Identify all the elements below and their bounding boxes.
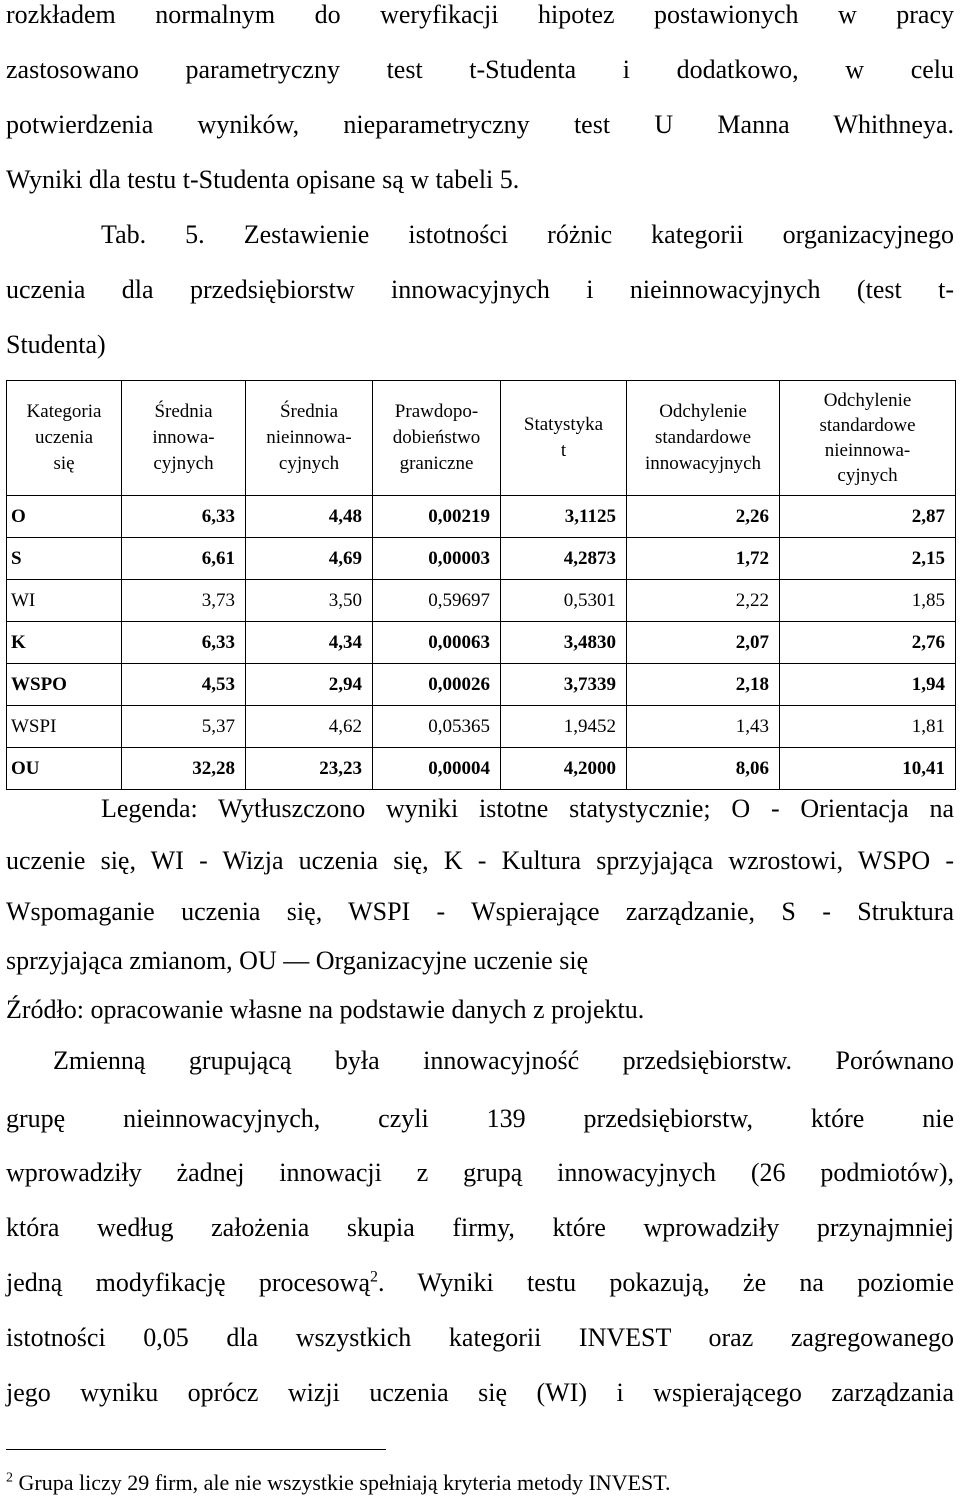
table-cell: 1,85 (780, 580, 956, 622)
table-cell: 4,48 (246, 496, 373, 538)
table-cell: 2,94 (246, 664, 373, 706)
table-cell: 6,33 (122, 496, 246, 538)
table-cell: 8,06 (627, 748, 780, 790)
table-cell: 32,28 (122, 748, 246, 790)
footnote-reference: 2 (370, 1268, 378, 1286)
legend-line-2: uczenie się, WI - Wizja uczenia się, K - Kultura sprzyjająca wzrostowi, WSPO - (6, 846, 954, 875)
table-cell: 2,18 (627, 664, 780, 706)
table-caption-line-1: Tab. 5. Zestawienie istotności różnic kategorii organizacyjnego (101, 220, 954, 249)
table-cell: 0,00003 (373, 538, 501, 580)
table-cell: 3,4830 (501, 622, 627, 664)
table-cell-category: WSPI (7, 706, 122, 748)
table-caption-line-3: Studenta) (6, 330, 106, 359)
table-row (7, 622, 956, 664)
table-cell: 10,41 (780, 748, 956, 790)
table-cell: 4,69 (246, 538, 373, 580)
table-cell: 4,53 (122, 664, 246, 706)
paragraph-line-6: istotności 0,05 dla wszystkich kategorii INVEST oraz zagregowanego (6, 1323, 954, 1352)
table-cell: 2,22 (627, 580, 780, 622)
table-cell-category: OU (7, 748, 122, 790)
table-cell: 1,94 (780, 664, 956, 706)
header-srednia-nieinnowacyjnych: Średnia nieinnowa- cyjnych (246, 381, 373, 496)
table-cell: 1,81 (780, 706, 956, 748)
table-row (7, 664, 956, 706)
table-cell: 2,87 (780, 496, 956, 538)
table-cell: 3,50 (246, 580, 373, 622)
table-cell: 2,26 (627, 496, 780, 538)
table-cell: 1,72 (627, 538, 780, 580)
paragraph-line-3: wprowadziły żadnej innowacji z grupą innowacyjnych (26 podmiotów), (6, 1158, 954, 1187)
paragraph-line-4: która według założenia skupia firmy, które wprowadziły przynajmniej (6, 1213, 954, 1242)
table-cell: 1,9452 (501, 706, 627, 748)
table-cell: 1,43 (627, 706, 780, 748)
footnote-text: Grupa liczy 29 firm, ale nie wszystkie spełniają kryteria metody INVEST. (18, 1470, 671, 1495)
table-row (7, 580, 956, 622)
paragraph-line-5: jedną modyfikację procesową$^2$. Wyniki testu pokazują, że na poziomie (6, 1268, 954, 1297)
header-odchylenie-nieinnowacyjnych: Odchylenie standardowe nieinnowa- cyjnych (780, 381, 956, 496)
legend-line-4: sprzyjająca zmianom, OU — Organizacyjne uczenie się (6, 946, 589, 975)
footnote (6, 1470, 671, 1496)
statistics-table (6, 380, 956, 790)
table-row (7, 706, 956, 748)
table-cell: 0,05365 (373, 706, 501, 748)
header-srednia-innowacyjnych: Średnia innowa- cyjnych (122, 381, 246, 496)
legend-line-3: Wspomaganie uczenia się, WSPI - Wspierające zarządzanie, S - Struktura (6, 897, 954, 926)
header-prawdopodobienstwo: Prawdopo- dobieństwo graniczne (373, 381, 501, 496)
paragraph-line-1: Zmienną grupującą była innowacyjność przedsiębiorstw. Porównano (53, 1046, 954, 1075)
table-cell: 0,00026 (373, 664, 501, 706)
legend-line-1: Legenda: Wytłuszczono wyniki istotne statystycznie; O - Orientacja na (101, 794, 954, 823)
table-cell: 4,34 (246, 622, 373, 664)
table-cell: 0,00004 (373, 748, 501, 790)
table-cell-category: S (7, 538, 122, 580)
table-cell: 3,7339 (501, 664, 627, 706)
table-cell: 0,00219 (373, 496, 501, 538)
source-note: Źródło: opracowanie własne na podstawie danych z projektu. (6, 995, 645, 1024)
table-header-row (7, 381, 956, 496)
table-cell-category: K (7, 622, 122, 664)
intro-line-2: zastosowano parametryczny test t-Studenta i dodatkowo, w celu (6, 55, 954, 84)
table-row (7, 496, 956, 538)
table-row (7, 748, 956, 790)
table-cell-category: WSPO (7, 664, 122, 706)
table-cell-category: WI (7, 580, 122, 622)
table-cell: 2,07 (627, 622, 780, 664)
table-cell: 6,61 (122, 538, 246, 580)
table-cell: 4,2873 (501, 538, 627, 580)
table-body (7, 496, 956, 790)
header-odchylenie-innowacyjnych: Odchylenie standardowe innowacyjnych (627, 381, 780, 496)
table-cell: 23,23 (246, 748, 373, 790)
paragraph-line-2: grupę nieinnowacyjnych, czyli 139 przedsiębiorstw, które nie (6, 1104, 954, 1133)
paragraph-line-7: jego wyniku oprócz wizji uczenia się (WI) i wspierającego zarządzania (6, 1378, 954, 1407)
table-cell: 4,2000 (501, 748, 627, 790)
table-cell: 2,15 (780, 538, 956, 580)
table-cell: 0,5301 (501, 580, 627, 622)
table-row (7, 538, 956, 580)
intro-line-1: rozkładem normalnym do weryfikacji hipotez postawionych w pracy (6, 0, 954, 29)
table-cell: 4,62 (246, 706, 373, 748)
footnote-number: 2 (6, 1470, 13, 1486)
footnote-separator (6, 1449, 386, 1450)
table-caption-line-2: uczenia dla przedsiębiorstw innowacyjnych i nieinnowacyjnych (test t- (6, 275, 954, 304)
intro-line-3: potwierdzenia wyników, nieparametryczny test U Manna Whithneya. (6, 110, 954, 139)
table-cell: 6,33 (122, 622, 246, 664)
table-cell: 0,59697 (373, 580, 501, 622)
table-cell: 3,73 (122, 580, 246, 622)
header-statystyka-t: Statystyka t (501, 381, 627, 496)
table-cell: 0,00063 (373, 622, 501, 664)
table-cell: 2,76 (780, 622, 956, 664)
header-kategoria: Kategoria uczenia się (7, 381, 122, 496)
intro-line-4: Wyniki dla testu t-Studenta opisane są w tabeli 5. (6, 165, 520, 194)
table-cell-category: O (7, 496, 122, 538)
table-cell: 3,1125 (501, 496, 627, 538)
table-cell: 5,37 (122, 706, 246, 748)
